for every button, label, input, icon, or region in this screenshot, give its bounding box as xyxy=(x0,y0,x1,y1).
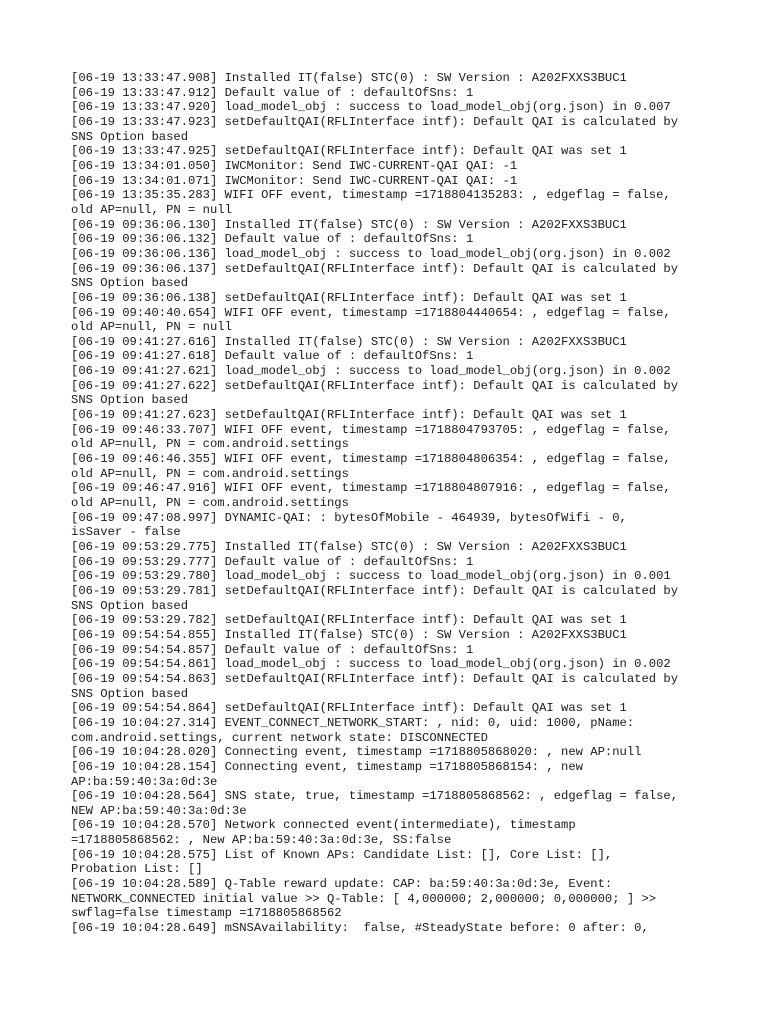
log-line: [06-19 13:33:47.920] load_model_obj : success to load_model_obj(org.json) in 0.007 xyxy=(71,100,671,115)
log-line: [06-19 09:54:54.857] Default value of : defaultOfSns: 1 xyxy=(71,642,474,657)
log-line: [06-19 13:33:47.923] setDefaultQAI(RFLInterface intf): Default QAI is calculated by xyxy=(71,114,679,129)
log-line: [06-19 09:40:40.654] WIFI OFF event, timestamp =1718804440654: , edgeflag = false, xyxy=(71,305,671,320)
log-line: old AP=null, PN = null xyxy=(71,320,232,335)
log-line: SNS Option based xyxy=(71,686,189,701)
log-line: [06-19 09:54:54.861] load_model_obj : success to load_model_obj(org.json) in 0.002 xyxy=(71,657,671,672)
log-line: old AP=null, PN = com.android.settings xyxy=(71,437,349,452)
log-line: [06-19 09:46:33.707] WIFI OFF event, timestamp =1718804793705: , edgeflag = false, xyxy=(71,422,671,437)
log-line: [06-19 09:41:27.616] Installed IT(false) STC(0) : SW Version : A202FXXS3BUC1 xyxy=(71,334,627,349)
log-line: [06-19 09:41:27.623] setDefaultQAI(RFLInterface intf): Default QAI was set 1 xyxy=(71,408,627,423)
log-line: NETWORK_CONNECTED initial value >> Q-Table: [ 4,000000; 2,000000; 0,000000; ] >> xyxy=(71,891,657,906)
log-line: SNS Option based xyxy=(71,393,189,408)
log-line: [06-19 09:54:54.855] Installed IT(false) STC(0) : SW Version : A202FXXS3BUC1 xyxy=(71,627,627,642)
log-line: [06-19 10:04:28.564] SNS state, true, timestamp =1718805868562: , edgeflag = false, xyxy=(71,789,679,804)
log-line: [06-19 09:36:06.132] Default value of : defaultOfSns: 1 xyxy=(71,232,474,247)
log-line: SNS Option based xyxy=(71,598,189,613)
log-line: [06-19 09:41:27.618] Default value of : defaultOfSns: 1 xyxy=(71,349,474,364)
log-line: NEW AP:ba:59:40:3a:0d:3e xyxy=(71,803,247,818)
log-line: [06-19 09:53:29.780] load_model_obj : success to load_model_obj(org.json) in 0.001 xyxy=(71,569,671,584)
log-line: isSaver - false xyxy=(71,525,181,540)
log-line: [06-19 13:35:35.283] WIFI OFF event, timestamp =1718804135283: , edgeflag = false, xyxy=(71,188,671,203)
log-line: old AP=null, PN = null xyxy=(71,202,232,217)
log-line: [06-19 09:41:27.621] load_model_obj : success to load_model_obj(org.json) in 0.002 xyxy=(71,364,671,379)
log-line: [06-19 09:53:29.777] Default value of : defaultOfSns: 1 xyxy=(71,554,474,569)
log-line: [06-19 09:54:54.863] setDefaultQAI(RFLInterface intf): Default QAI is calculated by xyxy=(71,671,679,686)
log-line: [06-19 09:36:06.136] load_model_obj : success to load_model_obj(org.json) in 0.002 xyxy=(71,246,671,261)
log-line: [06-19 09:53:29.782] setDefaultQAI(RFLInterface intf): Default QAI was set 1 xyxy=(71,613,627,628)
log-document xyxy=(71,71,721,936)
log-line: [06-19 13:33:47.925] setDefaultQAI(RFLInterface intf): Default QAI was set 1 xyxy=(71,144,627,159)
log-line: [06-19 09:36:06.138] setDefaultQAI(RFLInterface intf): Default QAI was set 1 xyxy=(71,290,627,305)
log-line: SNS Option based xyxy=(71,276,189,291)
log-line: [06-19 10:04:28.649] mSNSAvailability: false, #SteadyState before: 0 after: 0, xyxy=(71,921,649,936)
log-line: [06-19 10:04:28.020] Connecting event, timestamp =1718805868020: , new AP:null xyxy=(71,745,642,760)
log-line: old AP=null, PN = com.android.settings xyxy=(71,496,349,511)
log-line: [06-19 09:46:46.355] WIFI OFF event, timestamp =1718804806354: , edgeflag = false, xyxy=(71,452,671,467)
log-line: swflag=false timestamp =1718805868562 xyxy=(71,906,342,921)
log-line: =1718805868562: , New AP:ba:59:40:3a:0d:3e, SS:false xyxy=(71,833,452,848)
log-line: Probation List: [] xyxy=(71,862,203,877)
log-line: com.android.settings, current network state: DISCONNECTED xyxy=(71,730,488,745)
log-line: [06-19 09:53:29.775] Installed IT(false) STC(0) : SW Version : A202FXXS3BUC1 xyxy=(71,540,627,554)
log-line: [06-19 09:47:08.997] DYNAMIC-QAI: : bytesOfMobile - 464939, bytesOfWifi - 0, xyxy=(71,510,627,525)
log-line: [06-19 09:41:27.622] setDefaultQAI(RFLInterface intf): Default QAI is calculated by xyxy=(71,378,679,393)
log-line: [06-19 09:53:29.781] setDefaultQAI(RFLInterface intf): Default QAI is calculated by xyxy=(71,583,679,598)
log-line: [06-19 10:04:28.575] List of Known APs: Candidate List: [], Core List: [], xyxy=(71,847,613,862)
log-line: [06-19 13:34:01.071] IWCMonitor: Send IWC-CURRENT-QAI QAI: -1 xyxy=(71,173,518,188)
log-line: [06-19 10:04:28.154] Connecting event, timestamp =1718805868154: , new xyxy=(71,759,583,774)
log-line: [06-19 13:33:47.912] Default value of : defaultOfSns: 1 xyxy=(71,85,474,100)
log-line: [06-19 10:04:28.589] Q-Table reward update: CAP: ba:59:40:3a:0d:3e, Event: xyxy=(71,877,613,892)
log-line: [06-19 10:04:28.570] Network connected event(intermediate), timestamp xyxy=(71,818,576,833)
log-line: [06-19 09:36:06.137] setDefaultQAI(RFLInterface intf): Default QAI is calculated by xyxy=(71,261,679,276)
log-line: [06-19 10:04:27.314] EVENT_CONNECT_NETWORK_START: , nid: 0, uid: 1000, pName: xyxy=(71,715,635,730)
log-line: AP:ba:59:40:3a:0d:3e xyxy=(71,774,218,789)
log-line: [06-19 13:33:47.908] Installed IT(false) STC(0) : SW Version : A202FXXS3BUC1 xyxy=(71,71,627,85)
log-line: old AP=null, PN = com.android.settings xyxy=(71,466,349,481)
log-line: SNS Option based xyxy=(71,129,189,144)
log-line: [06-19 09:36:06.130] Installed IT(false) STC(0) : SW Version : A202FXXS3BUC1 xyxy=(71,217,627,232)
log-line: [06-19 13:34:01.050] IWCMonitor: Send IWC-CURRENT-QAI QAI: -1 xyxy=(71,158,518,173)
log-line: [06-19 09:54:54.864] setDefaultQAI(RFLInterface intf): Default QAI was set 1 xyxy=(71,701,627,716)
log-line: [06-19 09:46:47.916] WIFI OFF event, timestamp =1718804807916: , edgeflag = false, xyxy=(71,481,671,496)
